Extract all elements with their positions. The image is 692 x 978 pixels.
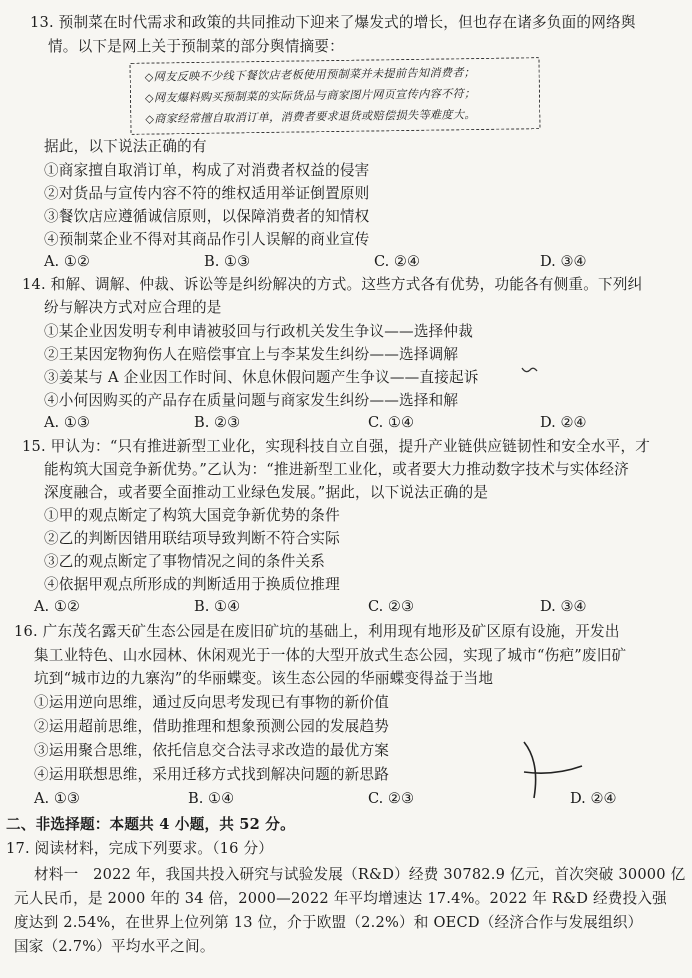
q17-title: 17. 阅读材料，完成下列要求。（16 分） (6, 840, 274, 857)
q14-item-4: ④小何因购买的产品存在质量问题与商家发生纠纷——选择和解 (44, 392, 459, 409)
pen-horizontal-stroke (524, 766, 582, 773)
q16-item-3: ③运用聚合思维，依托信息交合法寻求改造的最优方案 (34, 742, 390, 759)
q13-item-4: ④预制菜企业不得对其商品作引人误解的商业宣传 (44, 231, 370, 248)
q15-item-3: ③乙的观点断定了事物情况之间的条件关系 (44, 553, 326, 570)
q17-material-line-3: 度达到 2.54%，在世界上位列第 13 位，介于欧盟（2.2%）和 OECD（经济合作与发展组织） (14, 914, 643, 931)
q13-stem: 据此，以下说法正确的有 (44, 138, 207, 155)
q16-option-c[interactable]: C. ②③ (368, 790, 415, 807)
q15-item-1: ①甲的观点断定了构筑大国竞争新优势的条件 (44, 507, 340, 524)
q13-line-1: 13. 预制菜在时代需求和政策的共同推动下迎来了爆发式的增长，但也存在诸多负面的网络舆 (30, 14, 636, 31)
box-line-2: ◇网友爆料购买预制菜的实际货品与商家图片网页宣传内容不符； (144, 87, 476, 105)
q14-line-2: 纷与解决方式对应合理的是 (44, 299, 222, 316)
box-line-1: ◇网友反映不少线下餐饮店老板使用预制菜并未提前告知消费者； (144, 66, 476, 84)
pen-vertical-stroke (524, 742, 536, 798)
q15-option-d[interactable]: D. ③④ (540, 598, 587, 615)
q16-line-3: 坑到“城市边的九寨沟”的华丽蝶变。该生态公园的华丽蝶变得益于当地 (34, 670, 494, 687)
q16-item-4: ④运用联想思维，采用迁移方式找到解决问题的新思路 (34, 766, 390, 783)
q13-item-3: ③餐饮店应遵循诚信原则，以保障消费者的知情权 (44, 208, 370, 225)
q13-item-2: ②对货品与宣传内容不符的维权适用举证倒置原则 (44, 185, 370, 202)
q16-option-d[interactable]: D. ②④ (570, 790, 617, 807)
q17-material-line-2: 元人民币，是 2000 年的 34 倍，2000—2022 年平均增速达 17.4%。2022 年 R&D 经费投入强 (14, 890, 667, 907)
q15-option-c[interactable]: C. ②③ (368, 598, 415, 615)
q15-line-3: 深度融合，或者要全面推动工业绿色发展。”据此，以下说法正确的是 (44, 484, 489, 501)
q16-line-1: 16. 广东茂名露天矿生态公园是在废旧矿坑的基础上，利用现有地形及矿区原有设施，开发出 (14, 623, 620, 640)
q14-item-1: ①某企业因发明专利申请被驳回与行政机关发生争议——选择仲裁 (44, 323, 474, 340)
q15-item-4: ④依据甲观点所形成的判断适用于换质位推理 (44, 576, 340, 593)
q16-item-1: ①运用逆向思维，通过反向思考发现已有事物的新价值 (34, 694, 390, 711)
q15-line-2: 能构筑大国竞争新优势。”乙认为：“推进新型工业化，或者要大力推动数字技术与实体经济 (44, 461, 629, 478)
q14-option-a[interactable]: A. ①③ (44, 414, 90, 431)
q13-option-c[interactable]: C. ②④ (374, 253, 421, 270)
q14-item-2: ②王某因宠物狗伤人在赔偿事宜上与李某发生纠纷——选择调解 (44, 346, 459, 363)
pen-squiggle-mark (522, 368, 537, 372)
q15-line-1: 15. 甲认为：“只有推进新型工业化，实现科技自立自强，提升产业链供应链韧性和安全水平，才 (22, 438, 651, 455)
q14-item-3: ③姜某与 A 企业因工作时间、休息休假问题产生争议——直接起诉 (44, 369, 479, 386)
q15-option-b[interactable]: B. ①④ (194, 598, 241, 615)
q14-line-1: 14. 和解、调解、仲裁、诉讼等是纠纷解决的方式。这些方式各有优势，功能各有侧重。下列纠 (22, 276, 643, 293)
q13-item-1: ①商家擅自取消订单，构成了对消费者权益的侵害 (44, 162, 370, 179)
q14-option-d[interactable]: D. ②④ (540, 414, 587, 431)
section-heading: 二、非选择题：本题共 4 小题，共 52 分。 (6, 816, 295, 833)
q14-option-b[interactable]: B. ②③ (194, 414, 241, 431)
q16-item-2: ②运用超前思维，借助推理和想象预测公园的发展趋势 (34, 718, 390, 735)
q16-option-b[interactable]: B. ①④ (188, 790, 235, 807)
q16-option-a[interactable]: A. ①③ (34, 790, 80, 807)
q13-option-d[interactable]: D. ③④ (540, 253, 587, 270)
q13-option-b[interactable]: B. ①③ (204, 253, 251, 270)
q15-item-2: ②乙的判断因错用联结项导致判断不符合实际 (44, 530, 340, 547)
q14-option-c[interactable]: C. ①④ (368, 414, 415, 431)
q17-material-line-1: 材料一 2022 年，我国共投入研究与试验发展（R&D）经费 30782.9 亿元，首次突破 30000 亿 (34, 866, 686, 883)
q17-material-line-4: 国家（2.7%）平均水平之间。 (14, 938, 215, 955)
q15-option-a[interactable]: A. ①② (34, 598, 80, 615)
q13-line-2: 情。以下是网上关于预制菜的部分舆情摘要： (48, 38, 344, 55)
q16-line-2: 集工业特色、山水园林、休闲观光于一体的大型开放式生态公园，实现了城市“伤疤”废旧矿 (34, 647, 627, 664)
box-line-3: ◇商家经常擅自取消订单，消费者要求退货或赔偿损失等难度大。 (145, 108, 476, 126)
q13-option-a[interactable]: A. ①② (44, 253, 90, 270)
